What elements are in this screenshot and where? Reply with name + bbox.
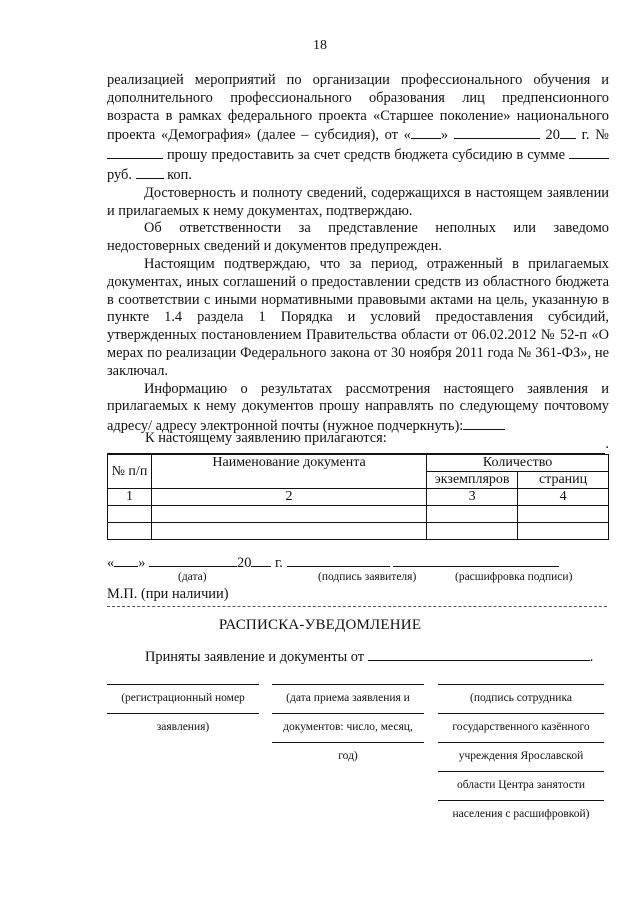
signature-caption: (подпись заявителя) xyxy=(318,571,417,583)
confirmation-paragraph: Настоящим подтверждаю, что за период, отраженный в прилагаемых документах, иных соглашений о предоставлении средств из областного бюджета в соответствии с иными нормативными правовыми актами на цель, указанную в пункте 1.4 раздела 1 Порядка и условий предоставления субсидий, утвержденных постановлением Правительства области от 06.02.2012 № 52-п «О мерах по реализации Федерального закона от 30 ноября 2011 года № 361-ФЗ», не заключал. xyxy=(107,255,609,379)
day-field[interactable] xyxy=(411,125,441,139)
accepted-from-field[interactable] xyxy=(368,647,590,661)
accepted-label: Приняты заявление и документы от xyxy=(145,649,365,665)
table-cell[interactable] xyxy=(427,523,518,540)
quote-close: » xyxy=(138,555,146,571)
header-copies: экземпляров xyxy=(427,472,518,489)
application-body xyxy=(107,72,609,454)
kopecks-label: коп. xyxy=(167,166,192,183)
year-field[interactable] xyxy=(560,125,576,139)
registration-caption-2: заявления) xyxy=(156,721,210,733)
column-number-1: 1 xyxy=(108,489,152,506)
year-prefix: 20 xyxy=(545,127,560,144)
rubles-label: руб. xyxy=(107,166,132,183)
stamp-place: М.П. (при наличии) xyxy=(107,586,229,602)
date-caption: (дата) xyxy=(178,571,207,583)
header-pages: страниц xyxy=(518,472,609,489)
year-suffix: г. xyxy=(275,555,283,571)
header-number: № п/п xyxy=(108,455,152,489)
decode-caption: (расшифровка подписи) xyxy=(455,571,573,583)
registration-caption: (регистрационный номер xyxy=(121,692,245,704)
table-row xyxy=(108,506,609,523)
paragraph-text: Информацию о результатах рассмотрения настоящего заявления и прилагаемых к нему документов прошу направлять по следующему почтовому адресу/ адресу электронной почты (нужное подчеркнуть): xyxy=(107,380,609,435)
table-row xyxy=(108,523,609,540)
paragraph-text: реализацией мероприятий по организации профессионального обучения и дополнительного профессионального образования лиц предпенсионного возраста в рамках федерального проекта «Старшее поколение» национального проекта «Демография» (далее – субсидия), от « xyxy=(107,72,609,144)
sign-day-field[interactable] xyxy=(114,553,138,567)
sign-month-field[interactable] xyxy=(149,553,237,567)
paragraph-text: прошу предоставить за счет средств бюджета субсидию в сумме xyxy=(166,147,566,164)
table-cell[interactable] xyxy=(151,506,426,523)
table-cell[interactable] xyxy=(108,506,152,523)
header-document-name: Наименование документа xyxy=(151,455,426,489)
table-cell[interactable] xyxy=(427,506,518,523)
employee-caption-3: учреждения Ярославской xyxy=(458,750,584,762)
quote-open: « xyxy=(107,555,115,571)
quote-close: » xyxy=(440,127,449,144)
page-number: 18 xyxy=(313,38,327,53)
employee-caption-5: населения с расшифровкой) xyxy=(452,808,590,820)
table-cell[interactable] xyxy=(518,506,609,523)
accepted-line xyxy=(145,647,593,666)
receipt-date-column xyxy=(272,683,424,770)
sign-year-field[interactable] xyxy=(251,553,271,567)
address-period: . xyxy=(605,435,609,452)
attachments-heading: К настоящему заявлению прилагаются: xyxy=(145,430,387,446)
receipt-date-caption: (дата приема заявления и xyxy=(286,692,410,704)
receipt-date-caption-2: документов: число, месяц, xyxy=(283,721,413,733)
table-numbering-row xyxy=(108,489,609,506)
kopecks-field[interactable] xyxy=(136,165,164,179)
receipt-title: РАСПИСКА-УВЕДОМЛЕНИЕ xyxy=(218,617,422,633)
number-field[interactable] xyxy=(107,145,163,159)
cut-line xyxy=(107,606,607,607)
applicant-signature-field[interactable] xyxy=(287,553,390,567)
column-number-4: 4 xyxy=(518,489,609,506)
documents-table xyxy=(107,454,609,540)
number-label: г. № xyxy=(581,127,609,144)
year-prefix: 20 xyxy=(237,555,252,571)
column-number-3: 3 xyxy=(427,489,518,506)
registration-number-column xyxy=(107,683,259,741)
accepted-period: . xyxy=(589,649,594,665)
responsibility-paragraph: Об ответственности за представление неполных или заведомо недостоверных сведений и документов предупрежден. xyxy=(107,220,609,255)
receipt-date-caption-3: год) xyxy=(338,750,358,762)
signature-line xyxy=(107,553,609,572)
address-paragraph xyxy=(107,381,609,436)
employee-caption-4: области Центра занятости xyxy=(456,779,586,791)
table-cell[interactable] xyxy=(518,523,609,540)
table-cell[interactable] xyxy=(108,523,152,540)
subsidy-request-paragraph xyxy=(107,72,609,185)
table-cell[interactable] xyxy=(151,523,426,540)
employee-signature-column xyxy=(438,683,604,828)
rubles-field[interactable] xyxy=(569,145,609,159)
signature-decode-field[interactable] xyxy=(393,553,559,567)
reliability-paragraph: Достоверность и полноту сведений, содержащихся в настоящем заявлении и прилагаемых к нему документах, подтверждаю. xyxy=(107,184,609,219)
employee-caption-1: (подпись сотрудника xyxy=(470,692,572,704)
address-field[interactable] xyxy=(463,416,505,430)
column-number-2: 2 xyxy=(151,489,426,506)
table-header-row xyxy=(108,455,609,472)
month-field[interactable] xyxy=(454,125,540,139)
employee-caption-2: государственного казённого xyxy=(452,721,590,733)
header-quantity: Количество xyxy=(427,455,609,472)
